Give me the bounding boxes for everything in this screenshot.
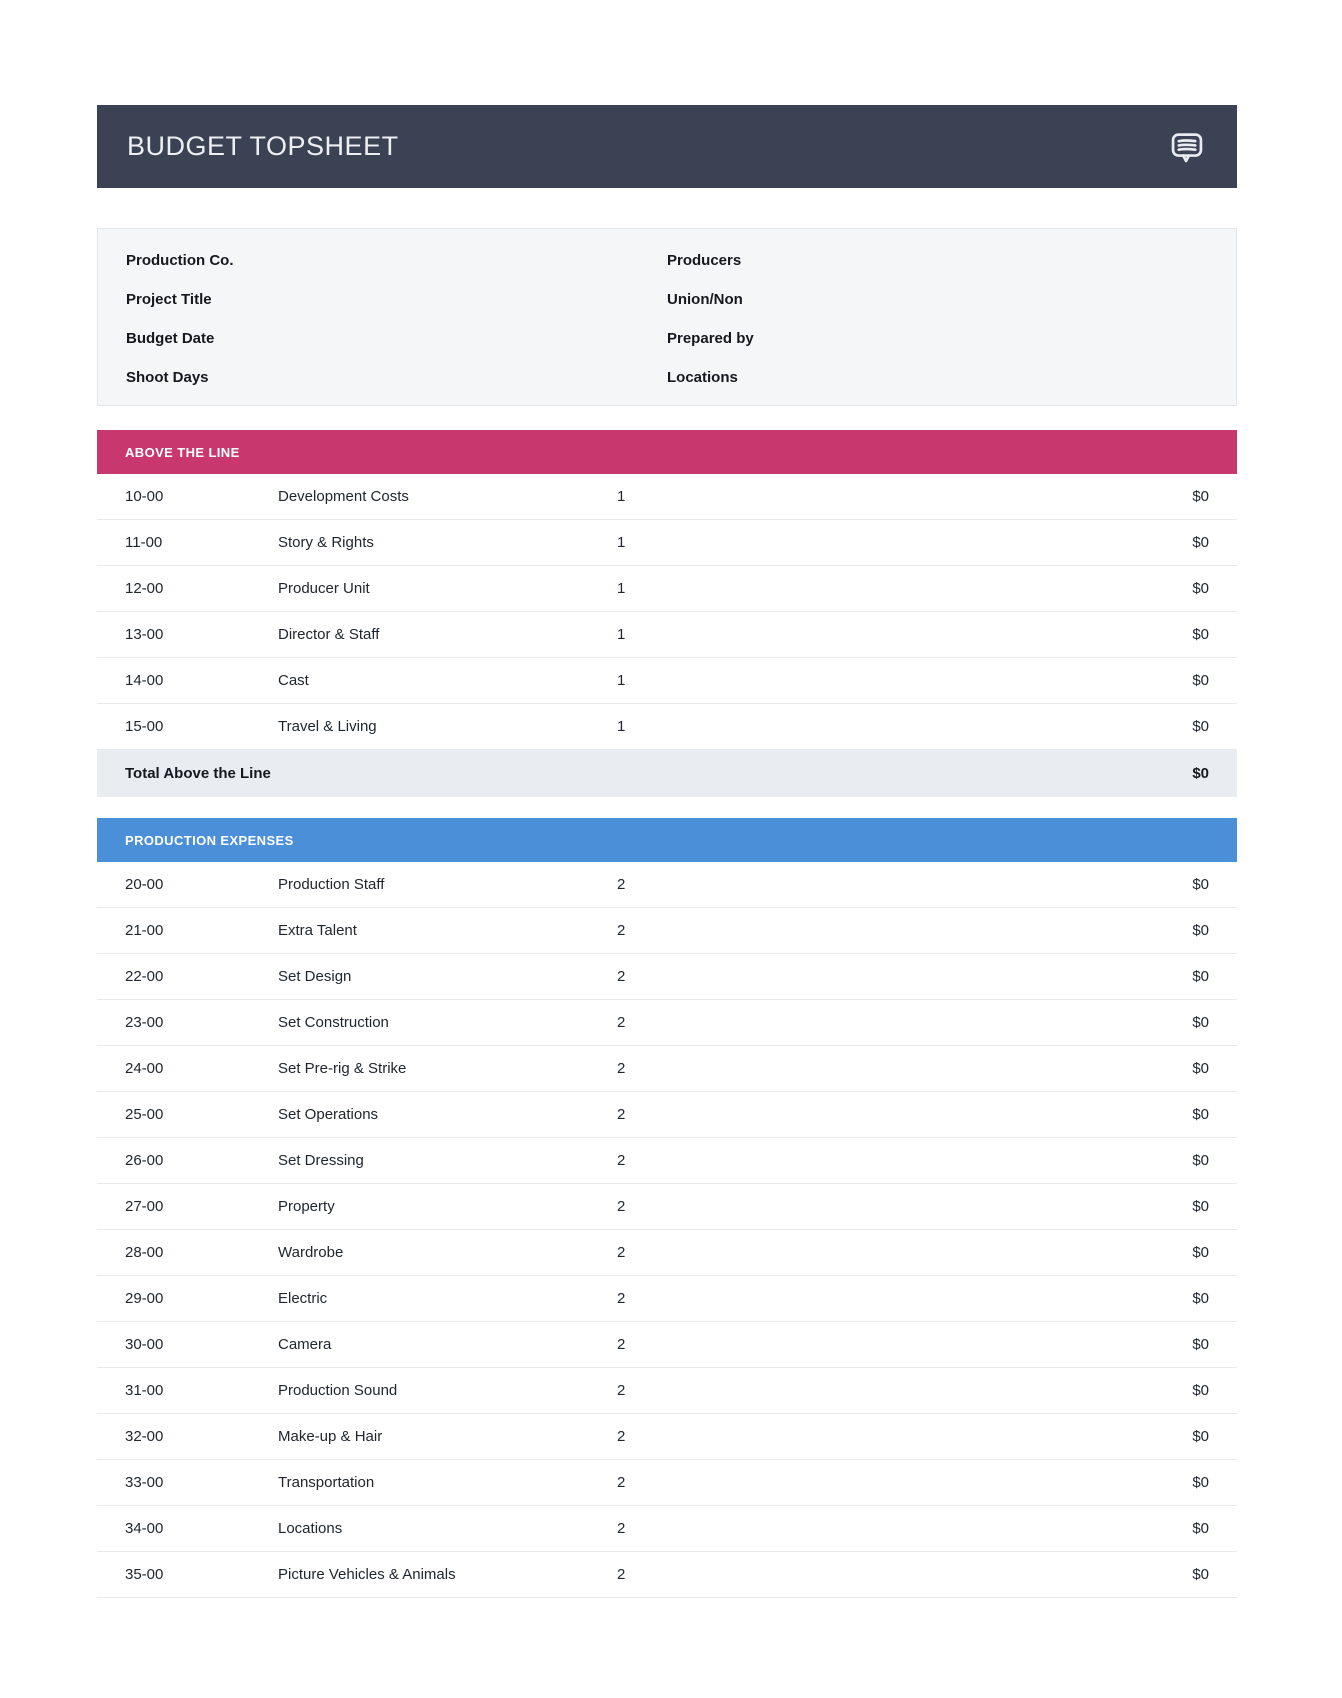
info-label-production-co: Production Co. [126, 252, 234, 269]
budget-section [97, 430, 1237, 797]
table-row [97, 704, 1237, 750]
row-page: 2 [617, 1014, 626, 1031]
row-page: 2 [617, 1290, 626, 1307]
row-label: Development Costs [278, 488, 409, 505]
info-label-locations: Locations [667, 369, 738, 386]
budget-section [97, 818, 1237, 1598]
row-amount: $0 [1192, 876, 1209, 893]
section-band-label: PRODUCTION EXPENSES [125, 832, 294, 848]
row-amount: $0 [1192, 922, 1209, 939]
table-row [97, 908, 1237, 954]
production-info-box [97, 228, 1237, 406]
table-row [97, 658, 1237, 704]
section-band-label: ABOVE THE LINE [125, 444, 240, 460]
table-row [97, 612, 1237, 658]
table-row [97, 1322, 1237, 1368]
table-row [97, 862, 1237, 908]
row-label: Camera [278, 1336, 332, 1353]
table-row [97, 520, 1237, 566]
row-account: 24-00 [125, 1060, 164, 1077]
row-label: Cast [278, 672, 309, 689]
total-amount: $0 [1192, 765, 1209, 782]
row-account: 22-00 [125, 968, 164, 985]
sections [97, 430, 1237, 1598]
info-left-column [98, 253, 667, 385]
section-rows [97, 862, 1237, 1598]
comment-icon[interactable] [1167, 127, 1207, 167]
row-label: Director & Staff [278, 626, 380, 643]
row-page: 1 [617, 580, 626, 597]
table-row [97, 1000, 1237, 1046]
row-account: 29-00 [125, 1290, 164, 1307]
table-row [97, 566, 1237, 612]
row-page: 2 [617, 1382, 626, 1399]
row-amount: $0 [1192, 580, 1209, 597]
row-label: Set Dressing [278, 1152, 364, 1169]
row-account: 34-00 [125, 1520, 164, 1537]
table-row [97, 954, 1237, 1000]
row-account: 30-00 [125, 1336, 164, 1353]
row-account: 21-00 [125, 922, 164, 939]
row-amount: $0 [1192, 1106, 1209, 1123]
table-row [97, 1368, 1237, 1414]
table-row [97, 1460, 1237, 1506]
row-amount: $0 [1192, 1428, 1209, 1445]
row-page: 2 [617, 1060, 626, 1077]
row-page: 2 [617, 1520, 626, 1537]
row-amount: $0 [1192, 1244, 1209, 1261]
info-label-project-title: Project Title [126, 291, 212, 308]
row-label: Electric [278, 1290, 328, 1307]
section-band [97, 430, 1237, 474]
row-page: 1 [617, 672, 626, 689]
info-label-shoot-days: Shoot Days [126, 369, 209, 386]
row-label: Production Staff [278, 876, 385, 893]
row-amount: $0 [1192, 1060, 1209, 1077]
row-label: Set Operations [278, 1106, 379, 1123]
row-page: 2 [617, 968, 626, 985]
row-account: 31-00 [125, 1382, 164, 1399]
info-label-prepared-by: Prepared by [667, 330, 754, 347]
section-rows [97, 474, 1237, 750]
row-label: Producer Unit [278, 580, 370, 597]
table-row [97, 1138, 1237, 1184]
table-row [97, 1092, 1237, 1138]
info-label-producers: Producers [667, 252, 742, 269]
row-amount: $0 [1192, 672, 1209, 689]
info-label-budget-date: Budget Date [126, 330, 215, 347]
row-label: Wardrobe [278, 1244, 344, 1261]
row-label: Picture Vehicles & Animals [278, 1566, 456, 1583]
table-row [97, 1230, 1237, 1276]
row-label: Extra Talent [278, 922, 357, 939]
row-page: 1 [617, 488, 626, 505]
row-amount: $0 [1192, 1336, 1209, 1353]
table-row [97, 474, 1237, 520]
row-label: Story & Rights [278, 534, 374, 551]
total-label: Total Above the Line [125, 765, 271, 782]
row-amount: $0 [1192, 1566, 1209, 1583]
row-label: Property [278, 1198, 335, 1215]
row-account: 35-00 [125, 1566, 164, 1583]
row-page: 2 [617, 1244, 626, 1261]
row-page: 2 [617, 1106, 626, 1123]
row-account: 23-00 [125, 1014, 164, 1031]
page-title: BUDGET TOPSHEET [127, 131, 399, 161]
row-amount: $0 [1192, 1474, 1209, 1491]
table-row [97, 1046, 1237, 1092]
table-row [97, 1276, 1237, 1322]
row-account: 10-00 [125, 488, 164, 505]
row-amount: $0 [1192, 1290, 1209, 1307]
row-amount: $0 [1192, 534, 1209, 551]
row-label: Transportation [278, 1474, 375, 1491]
row-account: 28-00 [125, 1244, 164, 1261]
section-total-row [97, 750, 1237, 797]
row-page: 2 [617, 1336, 626, 1353]
row-amount: $0 [1192, 968, 1209, 985]
row-amount: $0 [1192, 488, 1209, 505]
row-amount: $0 [1192, 1520, 1209, 1537]
row-label: Set Construction [278, 1014, 389, 1031]
info-right-column [667, 253, 1236, 385]
row-label: Set Design [278, 968, 352, 985]
row-page: 1 [617, 718, 626, 735]
section-band [97, 818, 1237, 862]
budget-topsheet [97, 105, 1237, 1598]
row-label: Production Sound [278, 1382, 398, 1399]
row-page: 1 [617, 626, 626, 643]
row-account: 14-00 [125, 672, 164, 689]
row-label: Set Pre-rig & Strike [278, 1060, 407, 1077]
row-account: 20-00 [125, 876, 164, 893]
row-account: 25-00 [125, 1106, 164, 1123]
table-row [97, 1184, 1237, 1230]
row-page: 2 [617, 1198, 626, 1215]
row-label: Travel & Living [278, 718, 377, 735]
row-page: 2 [617, 1428, 626, 1445]
row-amount: $0 [1192, 718, 1209, 735]
row-amount: $0 [1192, 1152, 1209, 1169]
row-amount: $0 [1192, 626, 1209, 643]
header-bar [97, 105, 1237, 188]
row-page: 2 [617, 1474, 626, 1491]
row-account: 12-00 [125, 580, 164, 597]
row-account: 27-00 [125, 1198, 164, 1215]
row-account: 26-00 [125, 1152, 164, 1169]
row-amount: $0 [1192, 1014, 1209, 1031]
info-label-union-non: Union/Non [667, 291, 743, 308]
row-page: 2 [617, 1152, 626, 1169]
row-page: 1 [617, 534, 626, 551]
row-page: 2 [617, 922, 626, 939]
table-row [97, 1414, 1237, 1460]
row-account: 15-00 [125, 718, 164, 735]
row-amount: $0 [1192, 1198, 1209, 1215]
row-amount: $0 [1192, 1382, 1209, 1399]
row-page: 2 [617, 876, 626, 893]
row-account: 13-00 [125, 626, 164, 643]
row-page: 2 [617, 1566, 626, 1583]
row-account: 11-00 [125, 534, 163, 551]
table-row [97, 1506, 1237, 1552]
row-account: 33-00 [125, 1474, 164, 1491]
row-label: Make-up & Hair [278, 1428, 383, 1445]
row-account: 32-00 [125, 1428, 164, 1445]
row-label: Locations [278, 1520, 343, 1537]
table-row [97, 1552, 1237, 1598]
